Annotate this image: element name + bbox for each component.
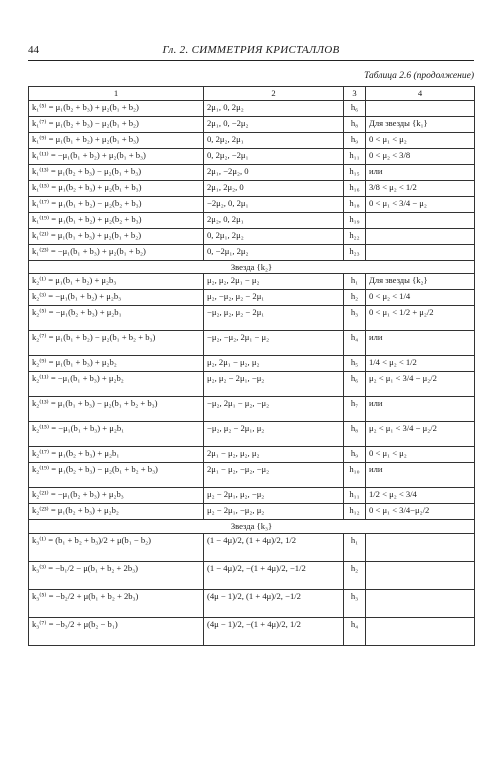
column-header-row	[29, 87, 475, 101]
element-cell: h₉	[344, 132, 366, 148]
condition-cell	[366, 212, 475, 228]
table-row	[29, 180, 475, 196]
wave-vector-cell: k₁⁽¹³⁾ = μ₁(b₂ + b₃) − μ₂(b₁ + b₃)	[29, 164, 204, 180]
element-cell: h₆	[344, 100, 366, 116]
element-cell: h₁	[344, 274, 366, 290]
element-cell: h₄	[344, 617, 366, 645]
condition-cell: 0 < μ₂ < 3/8	[366, 148, 475, 164]
components-cell: (4μ − 1)/2, −(1 + 4μ)/2, 1/2	[204, 617, 344, 645]
header-rule	[28, 60, 474, 61]
components-cell: 2μ₁, 0, −2μ₂	[204, 116, 344, 132]
symmetry-table	[28, 86, 475, 646]
wave-vector-cell: k₂⁽¹⁾ = μ₁(b₁ + b₂) + μ₂b₃	[29, 274, 204, 290]
element-cell: h₆	[344, 372, 366, 397]
condition-cell	[366, 100, 475, 116]
components-cell: 2μ₁, 0, 2μ₂	[204, 100, 344, 116]
condition-cell: 0 < μ₁ < μ₂	[366, 132, 475, 148]
wave-vector-cell: k₂⁽²¹⁾ = −μ₁(b₂ + b₃) + μ₂b₃	[29, 488, 204, 504]
column-header: 3	[344, 87, 366, 101]
column-header: 1	[29, 87, 204, 101]
condition-cell	[366, 228, 475, 244]
condition-cell: μ₂ < μ₁ < 3/4 − μ₂/2	[366, 372, 475, 397]
wave-vector-cell: k₃⁽¹⁾ = (b₁ + b₂ + b₃)/2 + μ(b₁ − b₂)	[29, 533, 204, 561]
running-title: Гл. 2. СИММЕТРИЯ КРИСТАЛЛОВ	[162, 44, 340, 56]
components-cell: μ₂, μ₂, 2μ₁ − μ₂	[204, 274, 344, 290]
element-cell: h₁₈	[344, 196, 366, 212]
element-cell: h₇	[344, 397, 366, 422]
components-cell: (4μ − 1)/2, (1 + 4μ)/2, −1/2	[204, 589, 344, 617]
table-row	[29, 617, 475, 645]
element-cell: h₁₅	[344, 164, 366, 180]
components-cell: −μ₂, μ₂ − 2μ₁, μ₂	[204, 422, 344, 447]
table-row	[29, 228, 475, 244]
table-row	[29, 372, 475, 397]
wave-vector-cell: k₁⁽¹¹⁾ = −μ₁(b₁ + b₂) + μ₂(b₁ + b₃)	[29, 148, 204, 164]
element-cell: h₈	[344, 422, 366, 447]
components-cell: −μ₂, 2μ₁ − μ₂, −μ₂	[204, 397, 344, 422]
components-cell: −μ₂, μ₂, μ₂ − 2μ₁	[204, 306, 344, 331]
condition-cell: μ₂ < μ₁ < 3/4 − μ₂/2	[366, 422, 475, 447]
element-cell: h₂₂	[344, 228, 366, 244]
table-row	[29, 356, 475, 372]
condition-cell: Для звезды {k₂}	[366, 274, 475, 290]
condition-cell: или	[366, 397, 475, 422]
table-row	[29, 504, 475, 520]
wave-vector-cell: k₁⁽⁵⁾ = μ₁(b₂ + b₃) + μ₂(b₁ + b₂)	[29, 100, 204, 116]
condition-cell: Для звезды {k₁}	[366, 116, 475, 132]
components-cell: 2μ₁, −2μ₂, 0	[204, 164, 344, 180]
wave-vector-cell: k₁⁽¹⁵⁾ = μ₁(b₂ + b₃) + μ₂(b₁ + b₃)	[29, 180, 204, 196]
column-header: 4	[366, 87, 475, 101]
element-cell: h₉	[344, 447, 366, 463]
components-cell: μ₂, −μ₂, μ₂ − 2μ₁	[204, 290, 344, 306]
table-row	[29, 148, 475, 164]
table-row	[29, 589, 475, 617]
element-cell: h₁	[344, 533, 366, 561]
components-cell: −2μ₂, 0, 2μ₁	[204, 196, 344, 212]
element-cell: h₁₂	[344, 504, 366, 520]
table-row	[29, 306, 475, 331]
wave-vector-cell: k₂⁽⁹⁾ = μ₁(b₁ + b₃) + μ₂b₂	[29, 356, 204, 372]
wave-vector-cell: k₂⁽¹⁵⁾ = −μ₁(b₁ + b₃) + μ₂b₁	[29, 422, 204, 447]
table-row	[29, 422, 475, 447]
element-cell: h₄	[344, 331, 366, 356]
wave-vector-cell: k₃⁽⁵⁾ = −b₂/2 + μ(b₁ + b₂ + 2b₃)	[29, 589, 204, 617]
table-row	[29, 244, 475, 260]
section-row-k2	[29, 260, 475, 274]
table-row	[29, 100, 475, 116]
condition-cell: 0 < μ₂ < 1/4	[366, 290, 475, 306]
condition-cell	[366, 617, 475, 645]
condition-cell: 0 < μ₁ < 3/4 − μ₂	[366, 196, 475, 212]
section-title: Звезда {k₂}	[29, 260, 475, 274]
condition-cell: или	[366, 164, 475, 180]
wave-vector-cell: k₁⁽⁷⁾ = μ₁(b₂ + b₃) − μ₂(b₁ + b₂)	[29, 116, 204, 132]
wave-vector-cell: k₂⁽³⁾ = −μ₁(b₁ + b₂) + μ₂b₃	[29, 290, 204, 306]
table-row	[29, 196, 475, 212]
wave-vector-cell: k₂⁽²³⁾ = μ₁(b₂ + b₃) + μ₂b₂	[29, 504, 204, 520]
components-cell: 0, 2μ₂, 2μ₁	[204, 132, 344, 148]
element-cell: h₃	[344, 589, 366, 617]
condition-cell: или	[366, 463, 475, 488]
section-title: Звезда {k₃}	[29, 520, 475, 534]
element-cell: h₂₃	[344, 244, 366, 260]
table-caption: Таблица 2.6 (продолжение)	[364, 71, 474, 81]
column-header: 2	[204, 87, 344, 101]
condition-cell	[366, 561, 475, 589]
element-cell: h₂	[344, 561, 366, 589]
wave-vector-cell: k₂⁽¹¹⁾ = −μ₁(b₁ + b₃) + μ₂b₂	[29, 372, 204, 397]
condition-cell	[366, 533, 475, 561]
condition-cell: 1/2 < μ₂ < 3/4	[366, 488, 475, 504]
components-cell: μ₂, μ₂ − 2μ₁, −μ₂	[204, 372, 344, 397]
table-row	[29, 463, 475, 488]
section-row-k3	[29, 520, 475, 534]
condition-cell: 3/8 < μ₂ < 1/2	[366, 180, 475, 196]
element-cell: h₅	[344, 356, 366, 372]
table-row	[29, 274, 475, 290]
condition-cell: 0 < μ₁ < μ₂	[366, 447, 475, 463]
element-cell: h₈	[344, 116, 366, 132]
wave-vector-cell: k₂⁽¹⁹⁾ = μ₁(b₂ + b₃) − μ₂(b₁ + b₂ + b₃)	[29, 463, 204, 488]
condition-cell: или	[366, 331, 475, 356]
condition-cell: 0 < μ₁ < 3/4−μ₂/2	[366, 504, 475, 520]
components-cell: (1 − 4μ)/2, (1 + 4μ)/2, 1/2	[204, 533, 344, 561]
components-cell: 0, 2μ₁, 2μ₂	[204, 228, 344, 244]
element-cell: h₁₁	[344, 148, 366, 164]
table-row	[29, 533, 475, 561]
element-cell: h₁₉	[344, 212, 366, 228]
table-row	[29, 132, 475, 148]
wave-vector-cell: k₂⁽¹³⁾ = μ₁(b₁ + b₃) − μ₂(b₁ + b₂ + b₃)	[29, 397, 204, 422]
components-cell: 0, −2μ₁, 2μ₂	[204, 244, 344, 260]
page-number: 44	[28, 44, 39, 56]
components-cell: (1 − 4μ)/2, −(1 + 4μ)/2, −1/2	[204, 561, 344, 589]
components-cell: 2μ₁ − μ₂, −μ₂, −μ₂	[204, 463, 344, 488]
element-cell: h₁₆	[344, 180, 366, 196]
wave-vector-cell: k₁⁽¹⁷⁾ = μ₁(b₁ + b₂) − μ₂(b₂ + b₃)	[29, 196, 204, 212]
table-row	[29, 164, 475, 180]
wave-vector-cell: k₂⁽¹⁷⁾ = μ₁(b₂ + b₃) + μ₂b₁	[29, 447, 204, 463]
element-cell: h₁₀	[344, 463, 366, 488]
components-cell: −μ₂, −μ₂, 2μ₁ − μ₂	[204, 331, 344, 356]
element-cell: h₁₁	[344, 488, 366, 504]
condition-cell: 0 < μ₁ < 1/2 + μ₂/2	[366, 306, 475, 331]
wave-vector-cell: k₂⁽⁷⁾ = μ₁(b₁ + b₂) − μ₂(b₁ + b₂ + b₃)	[29, 331, 204, 356]
table-row	[29, 116, 475, 132]
table-row	[29, 397, 475, 422]
components-cell: μ₂ − 2μ₁, −μ₂, μ₂	[204, 504, 344, 520]
wave-vector-cell: k₁⁽⁹⁾ = μ₁(b₁ + b₂) + μ₂(b₁ + b₃)	[29, 132, 204, 148]
components-cell: 2μ₂, 0, 2μ₁	[204, 212, 344, 228]
components-cell: 2μ₁ − μ₂, μ₂, μ₂	[204, 447, 344, 463]
table-row	[29, 212, 475, 228]
running-header	[28, 44, 474, 58]
wave-vector-cell: k₁⁽¹⁹⁾ = μ₁(b₁ + b₂) + μ₂(b₂ + b₃)	[29, 212, 204, 228]
element-cell: h₃	[344, 306, 366, 331]
components-cell: 0, 2μ₂, −2μ₁	[204, 148, 344, 164]
element-cell: h₂	[344, 290, 366, 306]
condition-cell	[366, 244, 475, 260]
components-cell: μ₂, 2μ₁ − μ₂, μ₂	[204, 356, 344, 372]
table-row	[29, 331, 475, 356]
components-cell: μ₂ − 2μ₁, μ₂, −μ₂	[204, 488, 344, 504]
condition-cell	[366, 589, 475, 617]
table-row	[29, 561, 475, 589]
wave-vector-cell: k₁⁽²¹⁾ = μ₁(b₁ + b₃) + μ₂(b₁ + b₂)	[29, 228, 204, 244]
wave-vector-cell: k₃⁽³⁾ = −b₁/2 − μ(b₁ + b₂ + 2b₃)	[29, 561, 204, 589]
wave-vector-cell: k₂⁽⁵⁾ = −μ₁(b₂ + b₃) + μ₂b₁	[29, 306, 204, 331]
condition-cell: 1/4 < μ₂ < 1/2	[366, 356, 475, 372]
wave-vector-cell: k₁⁽²³⁾ = −μ₁(b₁ + b₃) + μ₂(b₁ + b₂)	[29, 244, 204, 260]
wave-vector-cell: k₃⁽⁷⁾ = −b₃/2 + μ(b₂ − b₁)	[29, 617, 204, 645]
table-row	[29, 488, 475, 504]
table-row	[29, 290, 475, 306]
components-cell: 2μ₁, 2μ₂, 0	[204, 180, 344, 196]
table-row	[29, 447, 475, 463]
